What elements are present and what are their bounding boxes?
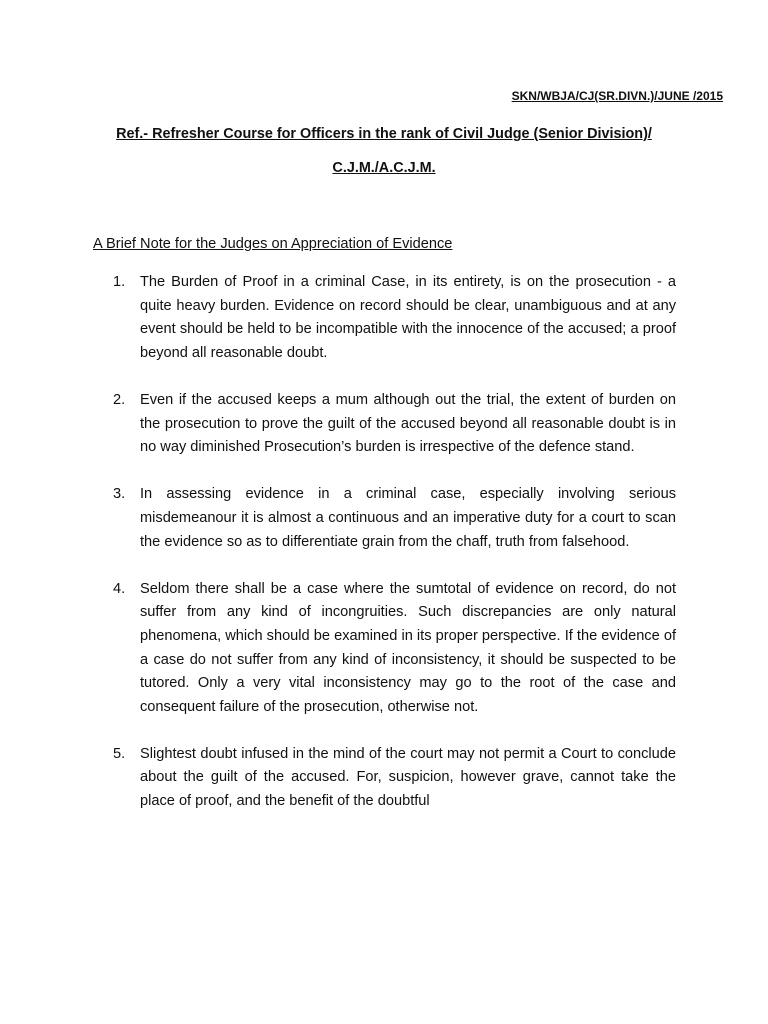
note-heading: A Brief Note for the Judges on Appreciation of Evidence	[93, 236, 453, 252]
point-number: 1.	[113, 274, 126, 290]
list-item	[108, 483, 676, 554]
point-text: In assessing evidence in a criminal case, especially involving serious misdemeanour it is almost a continuous and an imperative duty for a court to scan the evidence so as to differentiate grain from the chaff, truth from falsehood.	[140, 486, 676, 550]
list-item	[108, 578, 676, 720]
point-number: 4.	[113, 580, 126, 597]
reference-code: SKN/WBJA/CJ(SR.DIVN.)/JUNE /2015	[511, 89, 723, 103]
point-number: 5.	[113, 745, 126, 762]
point-text: The Burden of Proof in a criminal Case, in its entirety, is on the prosecution - a quite heavy burden. Evidence on record should be clear, unambiguous and at any event should be held to be incompatible with the innocence of the accused; a proof beyond all reasonable doubt.	[140, 274, 676, 361]
point-number: 2.	[113, 391, 126, 408]
list-item	[108, 743, 676, 814]
list-item	[108, 389, 676, 460]
point-text: Slightest doubt infused in the mind of the court may not permit a Court to conclude about the guilt of the accused. For, suspicion, however grave, cannot take the place of proof, and the benefit of the doubtful	[140, 745, 676, 810]
point-text: Even if the accused keeps a mum although out the trial, the extent of burden on the prosecution to prove the guilt of the accused beyond all reasonable doubt is in no way diminished Prosecution’s burden is irrespective of the defence stand.	[140, 391, 676, 456]
list-item	[108, 271, 676, 365]
point-text: Seldom there shall be a case where the sumtotal of evidence on record, do not suffer from any kind of incongruities. Such discrepancies are only natural phenomena, which should be examined in its proper perspective. If the evidence of a case do not suffer from any kind of inconsistency, it should be suspected to be tutored. Only a very vital inconsistency may go to the root of the case and consequent failure of the prosecution, otherwise not.	[140, 580, 676, 715]
course-title: Ref.- Refresher Course for Officers in the rank of Civil Judge (Senior Division)/	[116, 126, 652, 142]
point-number: 3.	[113, 486, 126, 503]
evidence-points-list	[108, 271, 676, 837]
course-subtitle: C.J.M./A.C.J.M.	[332, 160, 436, 176]
